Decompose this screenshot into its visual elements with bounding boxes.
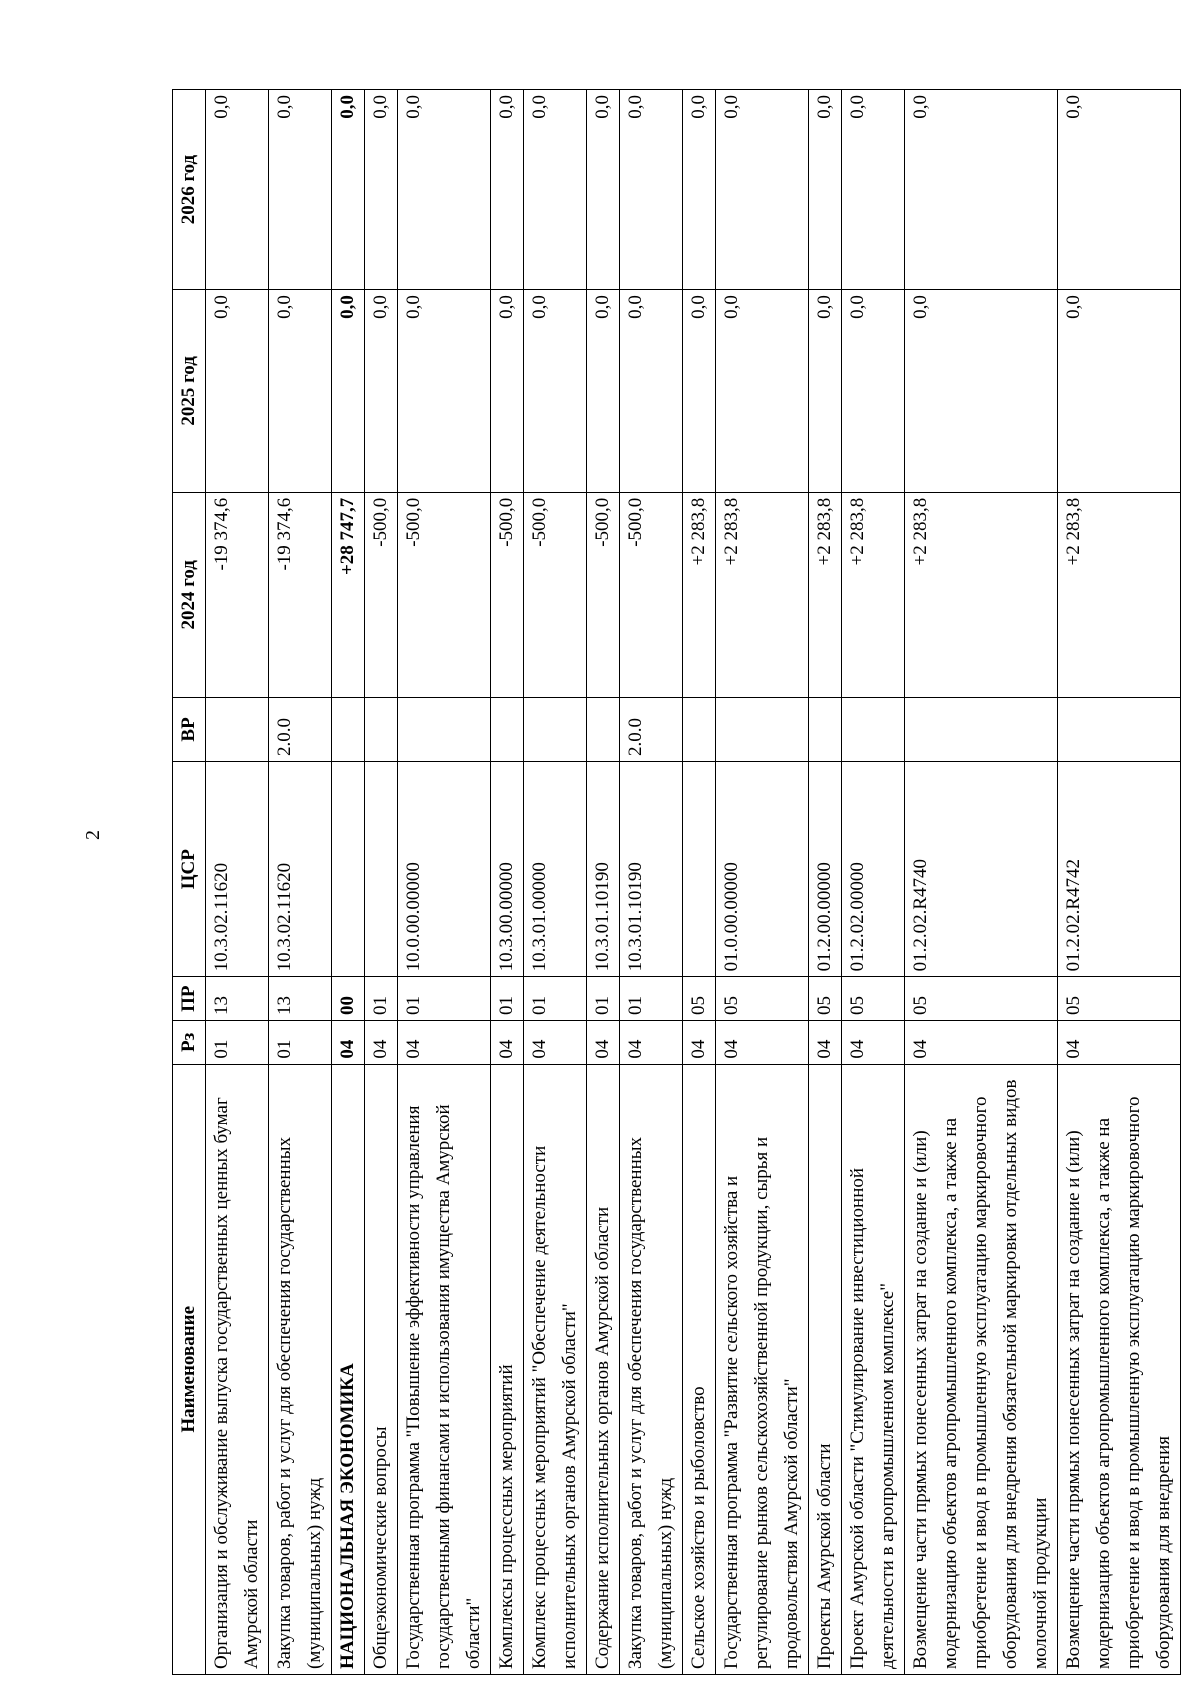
cell-2025: 0,0 (620, 290, 683, 493)
cell-2024: +2 283,8 (1058, 492, 1181, 697)
cell-rz: 04 (587, 1021, 620, 1065)
cell-2025: 0,0 (365, 290, 398, 493)
table-row (905, 90, 1058, 1675)
cell-csr: 10.3.02.11620 (206, 762, 269, 977)
cell-rz: 04 (842, 1021, 905, 1065)
table-row (683, 90, 716, 1675)
cell-name: НАЦИОНАЛЬНАЯ ЭКОНОМИКА (332, 1064, 365, 1674)
cell-pr: 05 (1058, 977, 1181, 1021)
cell-name: Содержание исполнительных органов Амурской области (587, 1064, 620, 1674)
cell-csr: 10.0.00.00000 (398, 762, 491, 977)
cell-2026: 0,0 (716, 90, 809, 290)
cell-vr (905, 697, 1058, 761)
cell-vr (524, 697, 587, 761)
cell-name: Сельское хозяйство и рыболовство (683, 1064, 716, 1674)
cell-2026: 0,0 (683, 90, 716, 290)
cell-name: Организация и обслуживание выпуска государственных ценных бумаг Амурской области (206, 1064, 269, 1674)
header-pr: ПР (173, 977, 206, 1021)
cell-2024: -500,0 (620, 492, 683, 697)
cell-2025: 0,0 (332, 290, 365, 493)
cell-pr: 05 (842, 977, 905, 1021)
cell-rz: 04 (683, 1021, 716, 1065)
cell-rz: 01 (269, 1021, 332, 1065)
cell-pr: 05 (905, 977, 1058, 1021)
cell-rz: 04 (1058, 1021, 1181, 1065)
header-name: Наименование (173, 1064, 206, 1674)
header-csr: ЦСР (173, 762, 206, 977)
cell-pr: 01 (587, 977, 620, 1021)
table-header-row (173, 90, 206, 1675)
cell-name: Проект Амурской области "Стимулирование инвестиционной деятельности в агропромышленном комплексе" (842, 1064, 905, 1674)
cell-2024: +28 747,7 (332, 492, 365, 697)
cell-name: Комплексы процессных мероприятий (491, 1064, 524, 1674)
cell-2024: +2 283,8 (716, 492, 809, 697)
cell-2024: -19 374,6 (206, 492, 269, 697)
header-2026: 2026 год (173, 90, 206, 290)
cell-2026: 0,0 (269, 90, 332, 290)
cell-2024: +2 283,8 (683, 492, 716, 697)
cell-csr: 10.3.01.10190 (620, 762, 683, 977)
header-rz: Рз (173, 1021, 206, 1065)
cell-csr: 01.2.00.00000 (809, 762, 842, 977)
header-2025: 2025 год (173, 290, 206, 493)
cell-name: Возмещение части прямых понесенных затрат на создание и (или) модернизацию объектов агропромышленного комплекса, а также на приобретение и ввод в промышленную эксплуатацию маркировочного оборудования для внедрения (1058, 1064, 1181, 1674)
cell-pr: 13 (206, 977, 269, 1021)
cell-2025: 0,0 (1058, 290, 1181, 493)
cell-vr (716, 697, 809, 761)
cell-2026: 0,0 (809, 90, 842, 290)
table-row (524, 90, 587, 1675)
cell-2025: 0,0 (905, 290, 1058, 493)
cell-name: Закупка товаров, работ и услуг для обеспечения государственных (муниципальных) нужд (269, 1064, 332, 1674)
cell-csr: 10.3.01.10190 (587, 762, 620, 977)
cell-pr: 01 (365, 977, 398, 1021)
cell-2026: 0,0 (587, 90, 620, 290)
cell-vr (683, 697, 716, 761)
cell-csr: 10.3.01.00000 (524, 762, 587, 977)
cell-rz: 04 (524, 1021, 587, 1065)
cell-vr (398, 697, 491, 761)
cell-2026: 0,0 (365, 90, 398, 290)
table-row (809, 90, 842, 1675)
cell-vr: 2.0.0 (620, 697, 683, 761)
table-row (398, 90, 491, 1675)
cell-rz: 04 (620, 1021, 683, 1065)
cell-csr: 01.0.00.00000 (716, 762, 809, 977)
cell-csr: 10.3.00.00000 (491, 762, 524, 977)
cell-2025: 0,0 (398, 290, 491, 493)
cell-2025: 0,0 (842, 290, 905, 493)
cell-name: Комплекс процессных мероприятий "Обеспечение деятельности исполнительных органов Амурской области" (524, 1064, 587, 1674)
table-row (206, 90, 269, 1675)
cell-pr: 00 (332, 977, 365, 1021)
table-row (842, 90, 905, 1675)
table-row (620, 90, 683, 1675)
rotated-page-content (172, 89, 1174, 1675)
cell-rz: 04 (809, 1021, 842, 1065)
cell-name: Проекты Амурской области (809, 1064, 842, 1674)
cell-2024: +2 283,8 (809, 492, 842, 697)
cell-rz: 04 (716, 1021, 809, 1065)
cell-name: Общеэкономические вопросы (365, 1064, 398, 1674)
cell-vr (206, 697, 269, 761)
cell-csr: 01.2.02.R4740 (905, 762, 1058, 977)
cell-2024: +2 283,8 (905, 492, 1058, 697)
cell-2025: 0,0 (269, 290, 332, 493)
cell-2024: -500,0 (365, 492, 398, 697)
cell-2026: 0,0 (905, 90, 1058, 290)
cell-2024: -500,0 (491, 492, 524, 697)
cell-vr: 2.0.0 (269, 697, 332, 761)
cell-pr: 13 (269, 977, 332, 1021)
table-row (365, 90, 398, 1675)
cell-2026: 0,0 (524, 90, 587, 290)
cell-name: Закупка товаров, работ и услуг для обеспечения государственных (муниципальных) нужд (620, 1064, 683, 1674)
cell-csr: 10.3.02.11620 (269, 762, 332, 977)
cell-csr: 01.2.02.R4742 (1058, 762, 1181, 977)
page-number: 2 (82, 830, 104, 840)
cell-vr (491, 697, 524, 761)
cell-rz: 04 (905, 1021, 1058, 1065)
cell-2024: -500,0 (587, 492, 620, 697)
table-row (269, 90, 332, 1675)
budget-table (172, 89, 1181, 1675)
cell-csr (365, 762, 398, 977)
table-row (716, 90, 809, 1675)
cell-2025: 0,0 (491, 290, 524, 493)
cell-vr (809, 697, 842, 761)
cell-pr: 01 (398, 977, 491, 1021)
header-vr: ВР (173, 697, 206, 761)
cell-pr: 01 (620, 977, 683, 1021)
cell-2025: 0,0 (683, 290, 716, 493)
cell-2024: -19 374,6 (269, 492, 332, 697)
cell-2025: 0,0 (524, 290, 587, 493)
cell-rz: 04 (398, 1021, 491, 1065)
cell-pr: 01 (524, 977, 587, 1021)
cell-2026: 0,0 (491, 90, 524, 290)
table-row (587, 90, 620, 1675)
cell-2026: 0,0 (1058, 90, 1181, 290)
cell-2026: 0,0 (398, 90, 491, 290)
cell-rz: 04 (365, 1021, 398, 1065)
cell-2024: -500,0 (524, 492, 587, 697)
cell-vr (332, 697, 365, 761)
cell-2026: 0,0 (206, 90, 269, 290)
cell-csr (683, 762, 716, 977)
cell-csr: 01.2.02.00000 (842, 762, 905, 977)
cell-2026: 0,0 (842, 90, 905, 290)
table-row (1058, 90, 1181, 1675)
cell-2025: 0,0 (206, 290, 269, 493)
cell-pr: 05 (716, 977, 809, 1021)
cell-rz: 01 (206, 1021, 269, 1065)
table-row (332, 90, 365, 1675)
cell-vr (1058, 697, 1181, 761)
cell-name: Возмещение части прямых понесенных затрат на создание и (или) модернизацию объектов агропромышленного комплекса, а также на приобретение и ввод в промышленную эксплуатацию маркировочного оборудования для внедрения обязательной маркировки отдельных видов молочной продукции (905, 1064, 1058, 1674)
cell-2024: -500,0 (398, 492, 491, 697)
cell-2025: 0,0 (587, 290, 620, 493)
cell-rz: 04 (332, 1021, 365, 1065)
cell-2026: 0,0 (620, 90, 683, 290)
cell-name: Государственная программа "Повышение эффективности управления государственными финансами и использования имущества Амурской области" (398, 1064, 491, 1674)
cell-2025: 0,0 (716, 290, 809, 493)
cell-name: Государственная программа "Развитие сельского хозяйства и регулирование рынков сельскохозяйственной продукции, сырья и продовольствия Амурской области" (716, 1064, 809, 1674)
cell-vr (587, 697, 620, 761)
cell-2024: +2 283,8 (842, 492, 905, 697)
cell-pr: 05 (683, 977, 716, 1021)
cell-pr: 01 (491, 977, 524, 1021)
cell-csr (332, 762, 365, 977)
table-row (491, 90, 524, 1675)
cell-rz: 04 (491, 1021, 524, 1065)
cell-vr (365, 697, 398, 761)
header-2024: 2024 год (173, 492, 206, 697)
cell-2026: 0,0 (332, 90, 365, 290)
cell-2025: 0,0 (809, 290, 842, 493)
cell-pr: 05 (809, 977, 842, 1021)
cell-vr (842, 697, 905, 761)
